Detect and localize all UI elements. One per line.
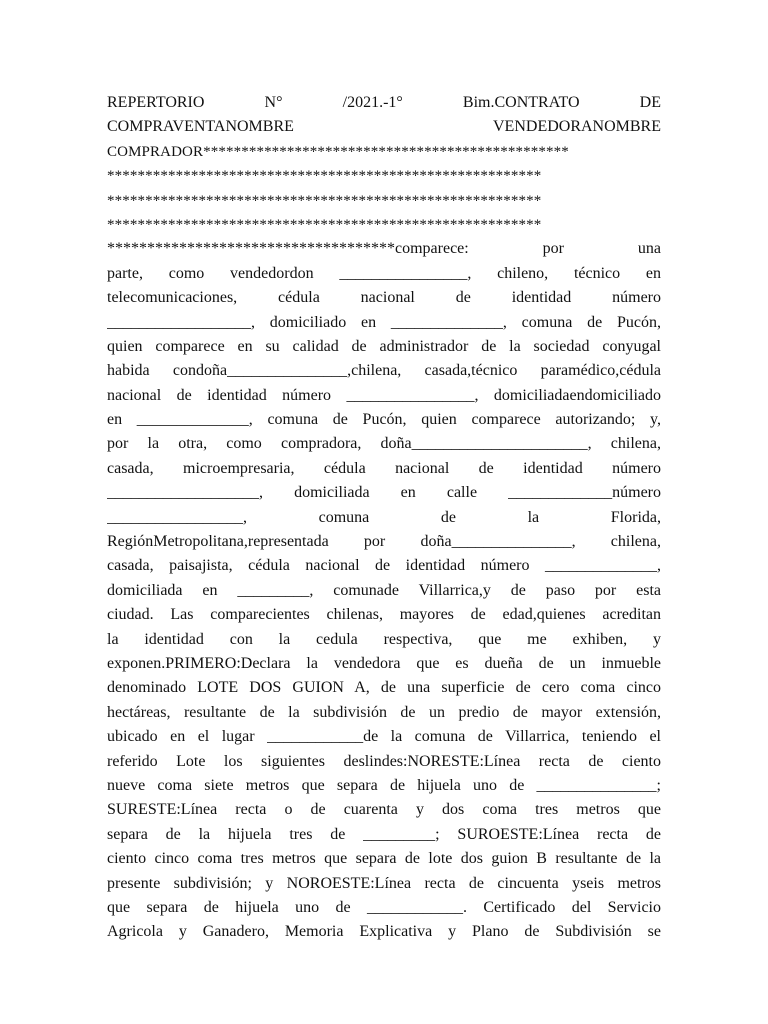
text-line-domiciliado: __________________, domiciliado en ______________, comuna de Pucón,: [107, 313, 661, 331]
text-line-hectareas: hectáreas, resultante de la subdivisión de un predio de mayor extensión,: [107, 703, 661, 721]
text-line-florida: _________________, comuna de la Florida,: [107, 508, 661, 526]
contract-text-body: [107, 91, 661, 945]
text-line-comparece: ************************************comparece: por una: [107, 240, 661, 258]
text-line-asterisks-2: *********************************************************: [107, 192, 542, 209]
text-line-identidad: nacional de identidad número ________________, domiciliadaendomiciliado: [107, 386, 661, 404]
text-line-nueve-coma: nueve coma siete metros que separa de hijuela uno de _______________;: [107, 776, 661, 794]
text-line-certificado: que separa de hijuela uno de ____________. Certificado del Servicio: [107, 898, 661, 916]
text-line-repertorio: REPERTORIO N° /2021.-1° Bim.CONTRATO DE: [107, 94, 661, 111]
text-line-agricola: Agricola y Ganadero, Memoria Explicativa y Plano de Subdivisión se: [107, 923, 661, 941]
text-line-villarrica: domiciliada en _________, comunade Villarrica,y de paso por esta: [107, 581, 661, 599]
text-line-ubicado: ubicado en el lugar ____________de la comuna de Villarrica, teniendo el: [107, 728, 661, 746]
text-line-asterisks-3: *********************************************************: [107, 216, 542, 233]
text-line-compraventa: COMPRAVENTANOMBRE VENDEDORANOMBRE: [107, 118, 661, 136]
text-line-autorizando: en ______________, comuna de Pucón, quien comparece autorizando; y,: [107, 411, 661, 429]
text-line-habida: habida condoña_______________,chilena, casada,técnico paramédico,cédula: [107, 362, 661, 380]
text-line-region: RegiónMetropolitana,representada por doña_______________, chilena,: [107, 533, 661, 551]
text-line-cedula: la identidad con la cedula respectiva, que me exhiben, y: [107, 630, 661, 648]
text-line-paisajista: casada, paisajista, cédula nacional de identidad número ______________,: [107, 557, 661, 575]
text-line-asterisks-1: *********************************************************: [107, 168, 542, 185]
text-line-ciento-cinco: ciento cinco coma tres metros que separa de lote dos guion B resultante de la: [107, 850, 661, 868]
text-line-noreste: referido Lote los siguientes deslindes:NORESTE:Línea recta de ciento: [107, 752, 661, 770]
text-line-sureste: SURESTE:Línea recta o de cuarenta y dos coma tres metros que: [107, 801, 661, 819]
text-line-microempresaria: casada, microempresaria, cédula nacional de identidad número: [107, 459, 661, 477]
text-line-telecomunicaciones: telecomunicaciones, cédula nacional de identidad número: [107, 289, 661, 307]
text-line-vendedor: parte, como vendedordon ________________, chileno, técnico en: [107, 264, 661, 282]
text-line-administrador: quien comparece en su calidad de administrador de la sociedad conyugal: [107, 337, 661, 355]
text-line-comparecientes: ciudad. Las comparecientes chilenas, mayores de edad,quienes acreditan: [107, 606, 661, 624]
text-line-lote: denominado LOTE DOS GUION A, de una superficie de cero coma cinco: [107, 679, 661, 697]
text-line-suroeste: separa de la hijuela tres de _________; SUROESTE:Línea recta de: [107, 825, 661, 843]
text-line-compradora: por la otra, como compradora, doña______________________, chilena,: [107, 435, 661, 453]
text-line-noroeste: presente subdivisión; y NOROESTE:Línea recta de cincuenta yseis metros: [107, 874, 661, 892]
text-line-comprador: COMPRADOR************************************************: [107, 143, 569, 160]
text-line-domiciliada-calle: ___________________, domiciliada en calle _____________número: [107, 484, 661, 502]
text-line-primero: exponen.PRIMERO:Declara la vendedora que es dueña de un inmueble: [107, 654, 661, 672]
